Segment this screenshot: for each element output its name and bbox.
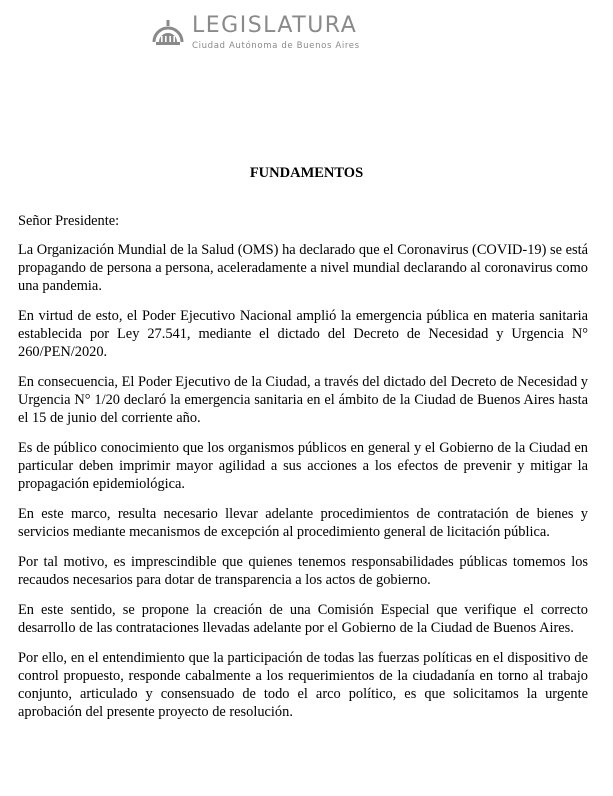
paragraph: Por tal motivo, es imprescindible que quienes tenemos responsabilidades públicas tomemos los recaudos necesarios para dotar de transparencia a los actos de gobierno. (18, 554, 588, 588)
paragraph: En consecuencia, El Poder Ejecutivo de la Ciudad, a través del dictado del Decreto de Necesidad y Urgencia N° 1/20 declaró la emergencia sanitaria en el ámbito de la Ciudad de Buenos Aires hasta el 15 de junio del corriente año. (18, 374, 588, 426)
paragraph: En este marco, resulta necesario llevar adelante procedimientos de contratación de bienes y servicios mediante mecanismos de excepción al procedimiento general de licitación pública. (18, 506, 588, 540)
paragraph: La Organización Mundial de la Salud (OMS) ha declarado que el Coronavirus (COVID-19) se está propagando de persona a persona, aceleradamente a nivel mundial declarando al coronavirus como una pandemia. (18, 242, 588, 294)
paragraph: Es de público conocimiento que los organismos públicos en general y el Gobierno de la Ciudad en particular deben imprimir mayor agilidad a sus acciones a los efectos de prevenir y mitigar la propagación epidemiológica. (18, 440, 588, 492)
paragraph: En este sentido, se propone la creación de una Comisión Especial que verifique el correcto desarrollo de las contrataciones llevadas adelante por el Gobierno de la Ciudad de Buenos Aires. (18, 602, 588, 636)
logo-title: LEGISLATURA (192, 13, 358, 38)
paragraph: Por ello, en el entendimiento que la participación de todas las fuerzas políticas en el dispositivo de control propuesto, responde cabalmente a los requerimientos de la ciudadanía en torno al trabajo conjunto, articulado y consensuado de todo el arco político, es que solicitamos la urgente aprobación del presente proyecto de resolución. (18, 650, 588, 720)
paragraph: En virtud de esto, el Poder Ejecutivo Nacional amplió la emergencia pública en materia sanitaria establecida por Ley 27.541, mediante el dictado del Decreto de Necesidad y Urgencia N° 260/PEN/2020. (18, 308, 588, 360)
letterhead (150, 12, 370, 56)
document-body (18, 212, 588, 733)
document-title: FUNDAMENTOS (249, 165, 364, 181)
logo-subtitle: Ciudad Autónoma de Buenos Aires (192, 41, 360, 51)
legislature-building-icon (150, 12, 186, 48)
salutation: Señor Presidente: (18, 213, 120, 229)
